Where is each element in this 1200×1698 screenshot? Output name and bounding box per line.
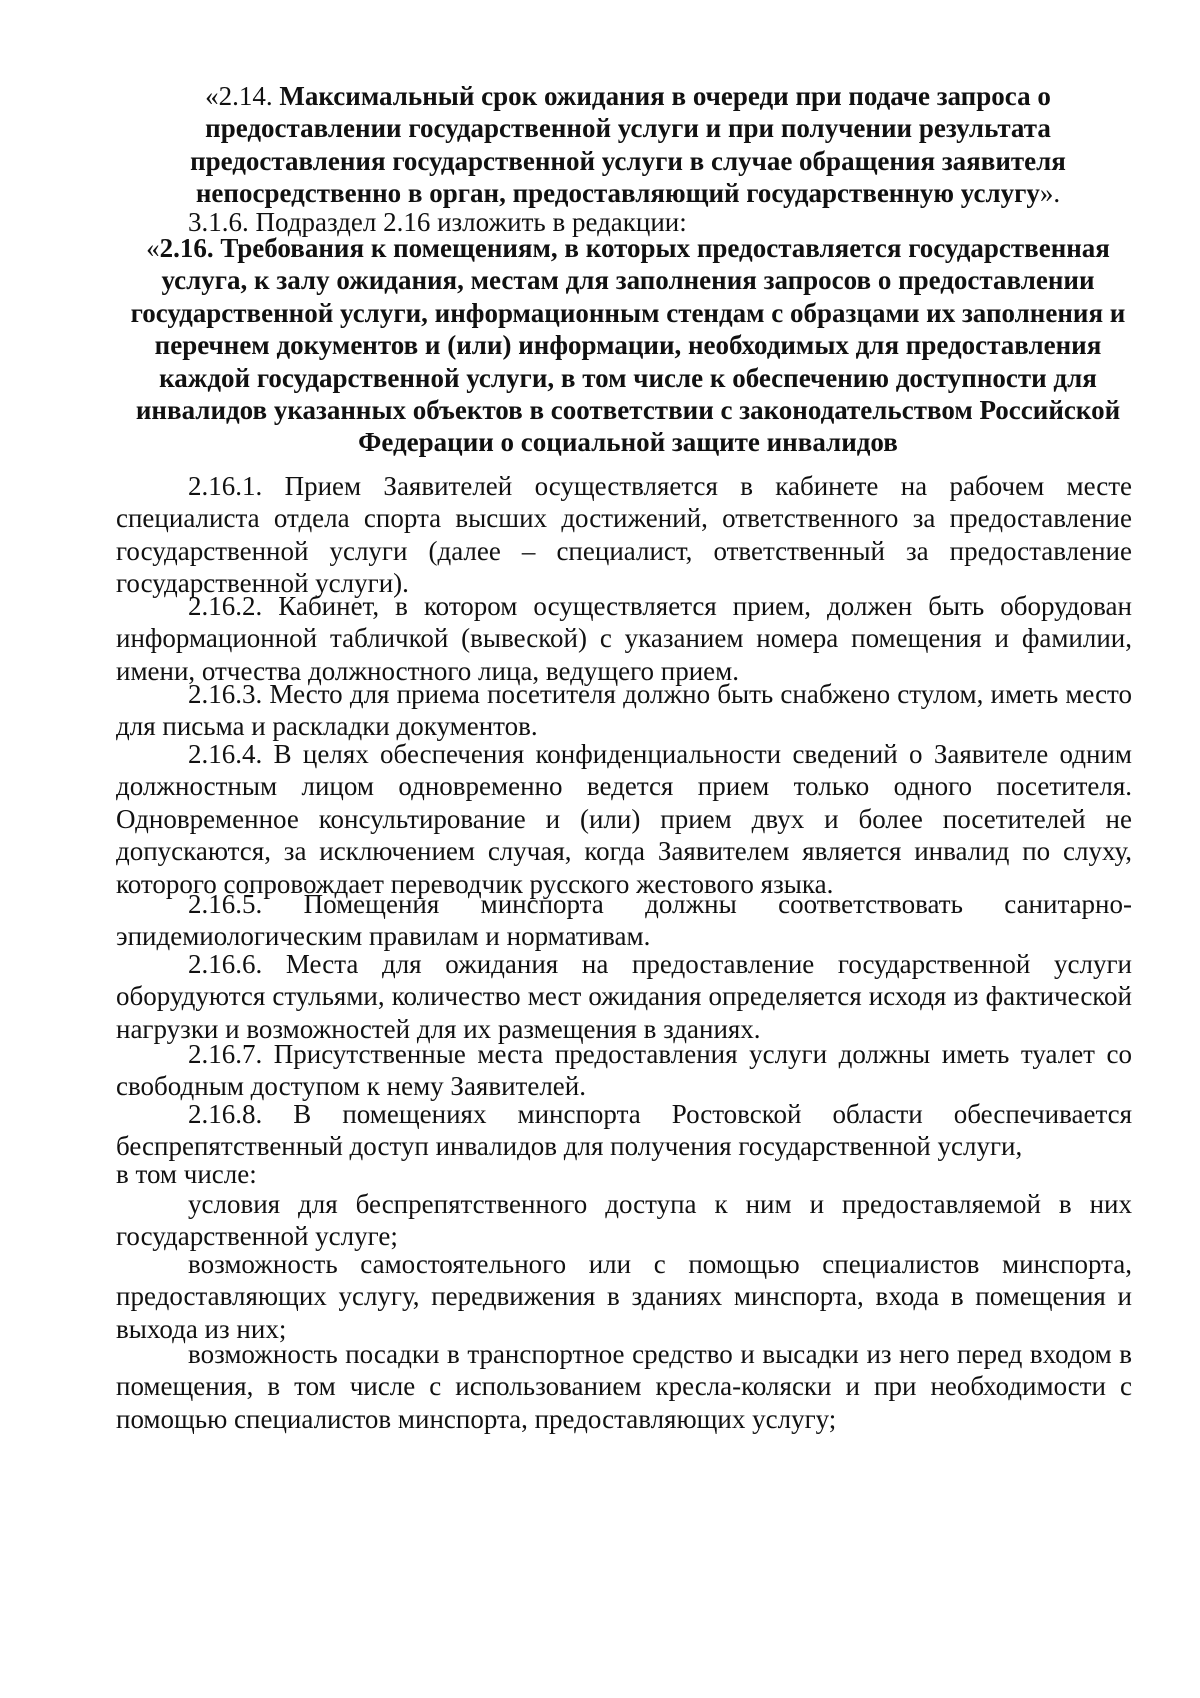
heading-2-14-number: «2.14. <box>205 81 280 111</box>
paragraph-2-16-7: 2.16.7. Присутственные места предоставления услуги должны иметь туалет со свободным доступом к нему Заявителей. <box>116 1039 1132 1102</box>
paragraph-2-16-1: 2.16.1. Прием Заявителей осуществляется в кабинете на рабочем месте специалиста отдела спорта высших достижений, ответственного за предоставление государственной услуги (далее – специалист, ответственный за предоставление государственной услуги). <box>116 471 1132 599</box>
paragraph-2-16-8-tail: в том числе: <box>116 1159 257 1189</box>
heading-2-16 <box>130 232 1126 459</box>
paragraph-2-16-4: 2.16.4. В целях обеспечения конфиденциальности сведений о Заявителе одним должностным лицом одновременно ведется прием только одного посетителя. Одновременное консультирование и (или) прием двух и более посетителей не допускаются, за исключением случая, когда Заявителем является инвалид по слуху, которого сопровождает переводчик русского жестового языка. <box>116 739 1132 899</box>
paragraph-2-16-5: 2.16.5. Помещения минспорта должны соответствовать санитарно-эпидемиологическим правилам и нормативам. <box>116 889 1132 952</box>
heading-2-14-title: Максимальный срок ожидания в очереди при подаче запроса о предоставлении государственной услуги и при получении результата предоставления государственной услуги в случае обращения заявителя непосредственно в орган, предоставляющий государственную услугу <box>190 81 1066 209</box>
paragraph-condition-1: условия для беспрепятственного доступа к ним и предоставляемой в них государственной услуге; <box>116 1189 1132 1252</box>
paragraph-condition-2: возможность самостоятельного или с помощью специалистов минспорта, предоставляющих услугу, передвижения в зданиях минспорта, входа в помещения и выхода из них; <box>116 1249 1132 1344</box>
heading-2-16-title: 2.16. Требования к помещениям, в которых предоставляется государственная услуга, к залу ожидания, местам для заполнения запросов о предоставлении государственной услуги, информационным стендам с образцами их заполнения и перечнем документов и (или) информации, необходимых для предоставления каждой государственной услуги, в том числе к обеспечению доступности для инвалидов указанных объектов в соответствии с законодательством Российской Федерации о социальной защите инвалидов <box>130 233 1126 458</box>
paragraph-2-16-2: 2.16.2. Кабинет, в котором осуществляется прием, должен быть оборудован информационной табличкой (вывеской) с указанием номера помещения и фамилии, имени, отчества должностного лица, ведущего прием. <box>116 591 1132 686</box>
heading-2-16-quote: « <box>146 233 160 263</box>
heading-2-14-tail: ». <box>1039 178 1061 209</box>
heading-2-14 <box>150 80 1106 210</box>
paragraph-2-16-6: 2.16.6. Места для ожидания на предоставление государственной услуги оборудуются стульями, количество мест ожидания определяется исходя из фактической нагрузки и возможностей для их размещения в зданиях. <box>116 949 1132 1044</box>
paragraph-2-16-3: 2.16.3. Место для приема посетителя должно быть снабжено стулом, иметь место для письма и раскладки документов. <box>116 679 1132 742</box>
paragraph-2-16-8: 2.16.8. В помещениях минспорта Ростовской области обеспечивается беспрепятственный доступ инвалидов для получения государственной услуги, <box>116 1099 1132 1162</box>
paragraph-condition-3: возможность посадки в транспортное средство и высадки из него перед входом в помещения, в том числе с использованием кресла-коляски и при необходимости с помощью специалистов минспорта, предоставляющих услугу; <box>116 1339 1132 1434</box>
item-3-1-6: 3.1.6. Подраздел 2.16 изложить в редакции: <box>188 207 687 237</box>
